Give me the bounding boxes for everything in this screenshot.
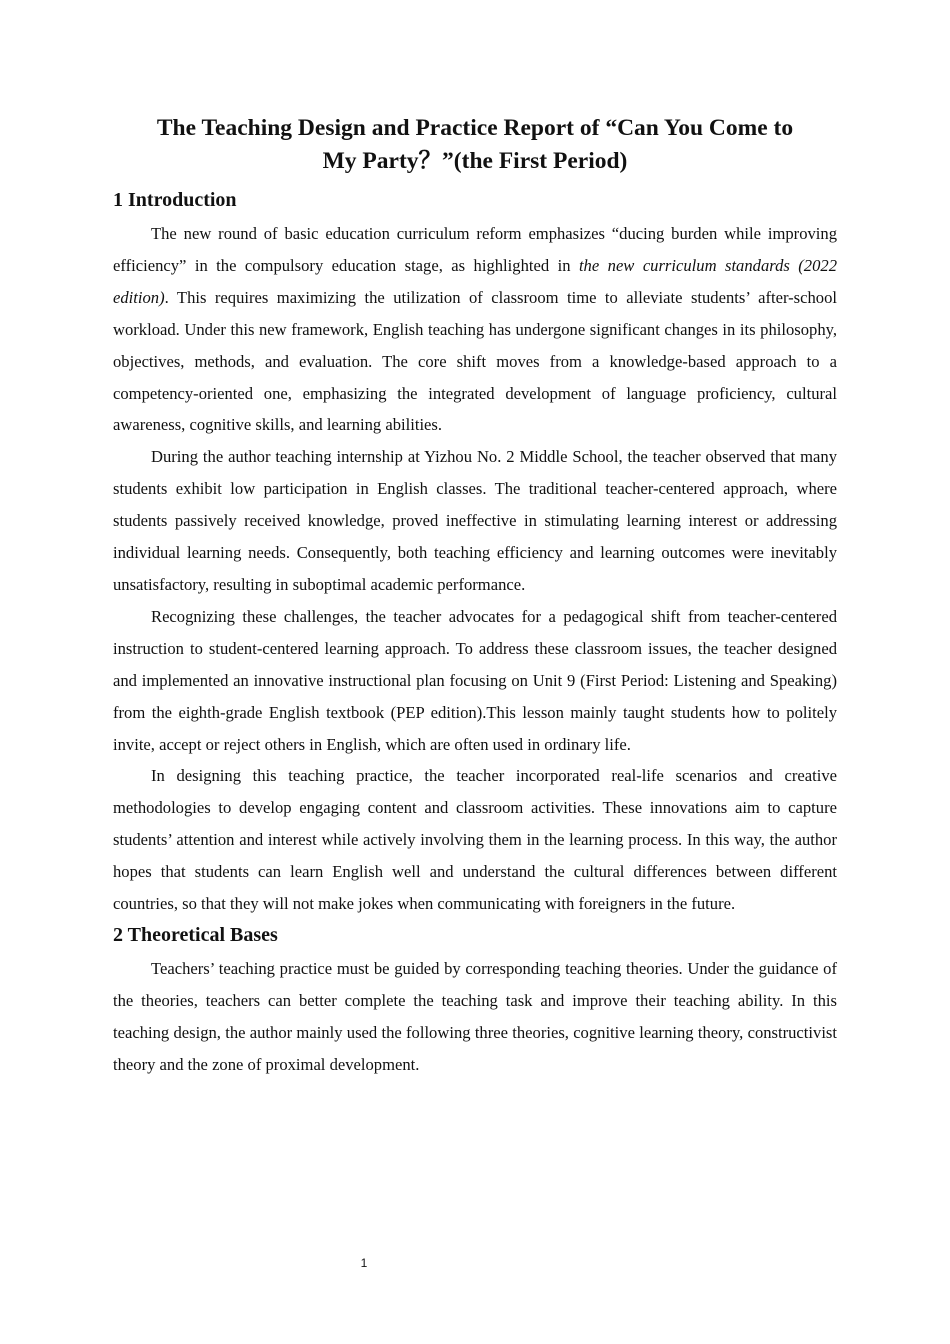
- theoretical-bases-paragraph-1: Teachers’ teaching practice must be guided by corresponding teaching theories. Under the guidance of the theories, teachers can better complete the teaching task and improve their teaching ability. In this teaching design, the author mainly used the following three theories, cognitive learning theory, constructivist theory and the zone of proximal development.: [113, 958, 837, 1074]
- section-heading-theoretical-bases: 2 Theoretical Bases: [113, 923, 278, 946]
- introduction-paragraph-2: During the author teaching internship at Yizhou No. 2 Middle School, the teacher observed that many students exhibit low participation in English classes. The traditional teacher-centered approach, where students passively received knowledge, proved ineffective in stimulating learning interest or addressing individual learning needs. Consequently, both teaching efficiency and learning outcomes were inevitably unsatisfactory, resulting in suboptimal academic performance.: [113, 447, 837, 594]
- italic-citation: the new curriculum standards (2022 edition): [113, 255, 837, 307]
- title-line-1: The Teaching Design and Practice Report of “Can You Come to: [156, 115, 794, 141]
- page-number: 1: [360, 1256, 368, 1270]
- document-page: [113, 112, 837, 1081]
- introduction-paragraph-1: [113, 218, 837, 441]
- introduction-paragraph-4: In designing this teaching practice, the teacher incorporated real-life scenarios and creative methodologies to develop engaging content and classroom activities. These innovations aim to capture students’ attention and interest while actively involving them in the learning process. In this way, the author hopes that students can learn English well and understand the cultural differences between different countries, so that they will not make jokes when communicating with foreigners in the future.: [113, 766, 837, 914]
- paragraph-text: . This requires maximizing the utilization of classroom time to alleviate students’ after-school workload. Under this new framework, English teaching has undergone significant changes in its philosophy, objectives, methods, and evaluation. The core shift moves from a knowledge-based approach to a competency-oriented one, emphasizing the integrated development of language proficiency, cultural awareness, cognitive skills, and learning abilities.: [113, 287, 837, 435]
- page-title: [113, 112, 837, 178]
- section-heading-introduction: 1 Introduction: [113, 189, 237, 211]
- paragraph-text: The new round of basic education curriculum reform emphasizes “ducing burden while improving efficiency” in the compulsory education stage, as highlighted in: [113, 224, 837, 275]
- introduction-paragraph-3: Recognizing these challenges, the teacher advocates for a pedagogical shift from teacher-centered instruction to student-centered learning approach. To address these classroom issues, the teacher designed and implemented an innovative instructional plan focusing on Unit 9 (First Period: Listening and Speaking) from the eighth-grade English textbook (PEP edition).This lesson mainly taught students how to politely invite, accept or reject others in English, which are often used in ordinary life.: [113, 606, 837, 754]
- title-line-2: My Party？”(the First Period): [322, 148, 628, 174]
